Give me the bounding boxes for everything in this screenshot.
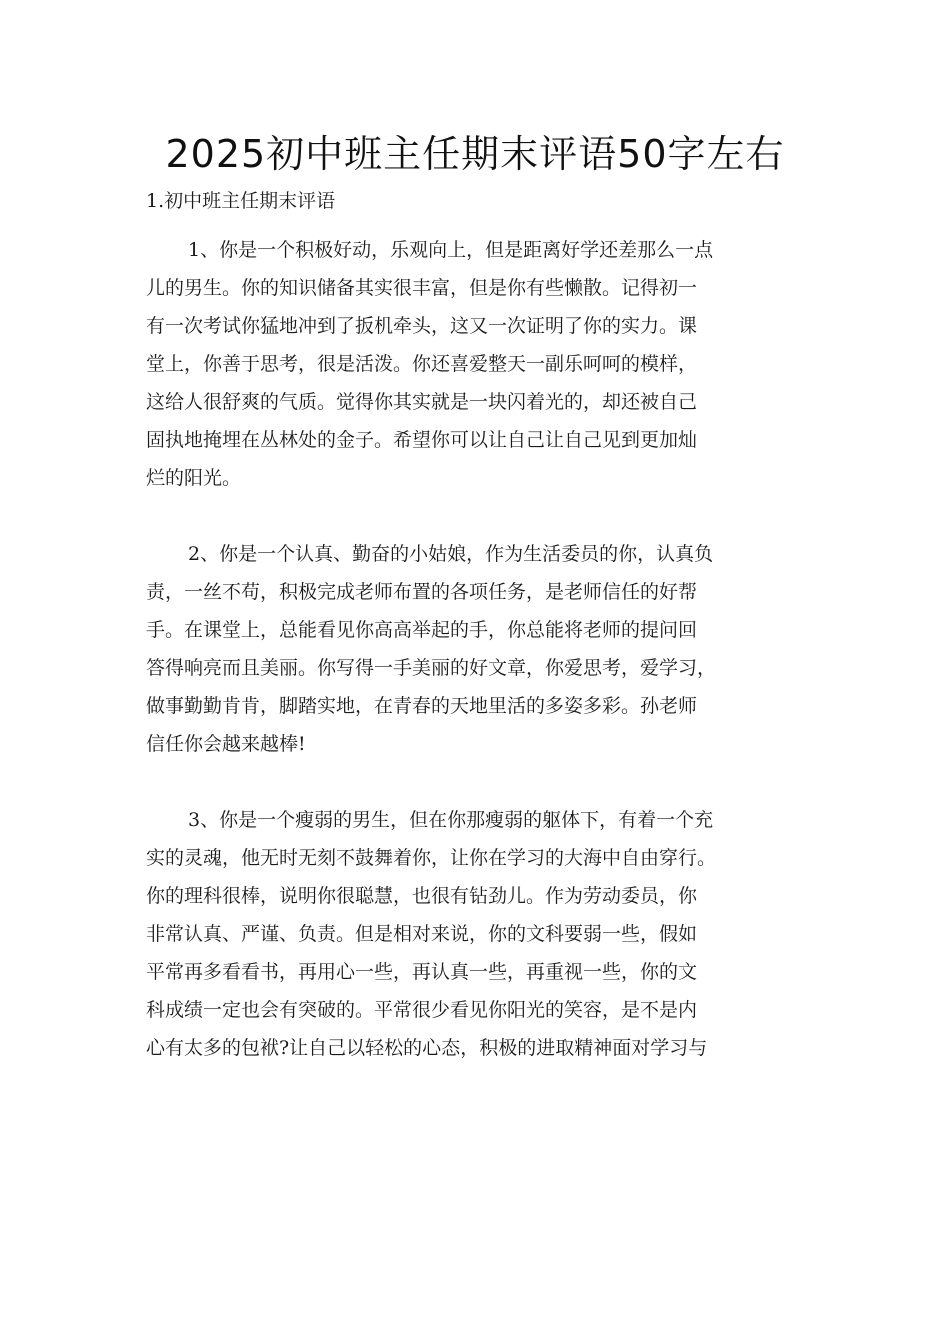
paragraph-line: 非常认真、严谨、负责。但是相对来说，你的文科要弱一些，假如 xyxy=(146,923,698,945)
comment-paragraph-2 xyxy=(146,535,826,763)
paragraph-line: 平常再多看看书，再用心一些，再认真一些，再重视一些，你的文 xyxy=(146,961,698,983)
paragraph-line: 手。在课堂上，总能看见你高高举起的手，你总能将老师的提问回 xyxy=(146,619,698,641)
paragraph-line: 答得响亮而且美丽。你写得一手美丽的好文章，你爱思考，爱学习， xyxy=(146,657,717,679)
paragraph-line: 这给人很舒爽的气质。觉得你其实就是一块闪着光的，却还被自己 xyxy=(146,391,698,413)
paragraph-line: 心有太多的包袱?让自己以轻松的心态，积极的进取精神面对学习与 xyxy=(146,1037,708,1059)
comment-paragraph-3 xyxy=(146,801,826,1067)
paragraph-line: 1、你是一个积极好动，乐观向上，但是距离好学还差那么一点 xyxy=(188,239,714,261)
paragraph-line: 2、你是一个认真、勤奋的小姑娘，作为生活委员的你，认真负 xyxy=(188,543,714,565)
paragraph-line: 你的理科很棒，说明你很聪慧，也很有钻劲儿。作为劳动委员，你 xyxy=(146,885,698,907)
paragraph-line: 做事勤勤肯肯，脚踏实地，在青春的天地里活的多姿多彩。孙老师 xyxy=(146,695,698,717)
paragraph-line: 实的灵魂，他无时无刻不鼓舞着你，让你在学习的大海中自由穿行。 xyxy=(146,847,717,869)
section-heading: 1.初中班主任期末评语 xyxy=(146,190,336,212)
paragraph-line: 堂上，你善于思考，很是活泼。你还喜爱整天一副乐呵呵的模样， xyxy=(146,353,698,375)
paragraph-line: 儿的男生。你的知识储备其实很丰富，但是你有些懒散。记得初一 xyxy=(146,277,698,299)
document-body xyxy=(146,231,826,1067)
paragraph-line: 烂的阳光。 xyxy=(146,467,242,489)
document-title: 2025初中班主任期末评语50字左右 xyxy=(165,132,785,176)
paragraph-line: 有一次考试你猛地冲到了扳机牵头，这又一次证明了你的实力。课 xyxy=(146,315,698,337)
paragraph-line: 信任你会越来越棒! xyxy=(146,733,306,755)
paragraph-line: 科成绩一定也会有突破的。平常很少看见你阳光的笑容，是不是内 xyxy=(146,999,698,1021)
paragraph-line: 责，一丝不苟，积极完成老师布置的各项任务，是老师信任的好帮 xyxy=(146,581,698,603)
comment-paragraph-1 xyxy=(146,231,826,497)
paragraph-line: 固执地掩埋在丛林处的金子。希望你可以让自己让自己见到更加灿 xyxy=(146,429,698,451)
paragraph-line: 3、你是一个瘦弱的男生，但在你那瘦弱的躯体下，有着一个充 xyxy=(188,809,714,831)
